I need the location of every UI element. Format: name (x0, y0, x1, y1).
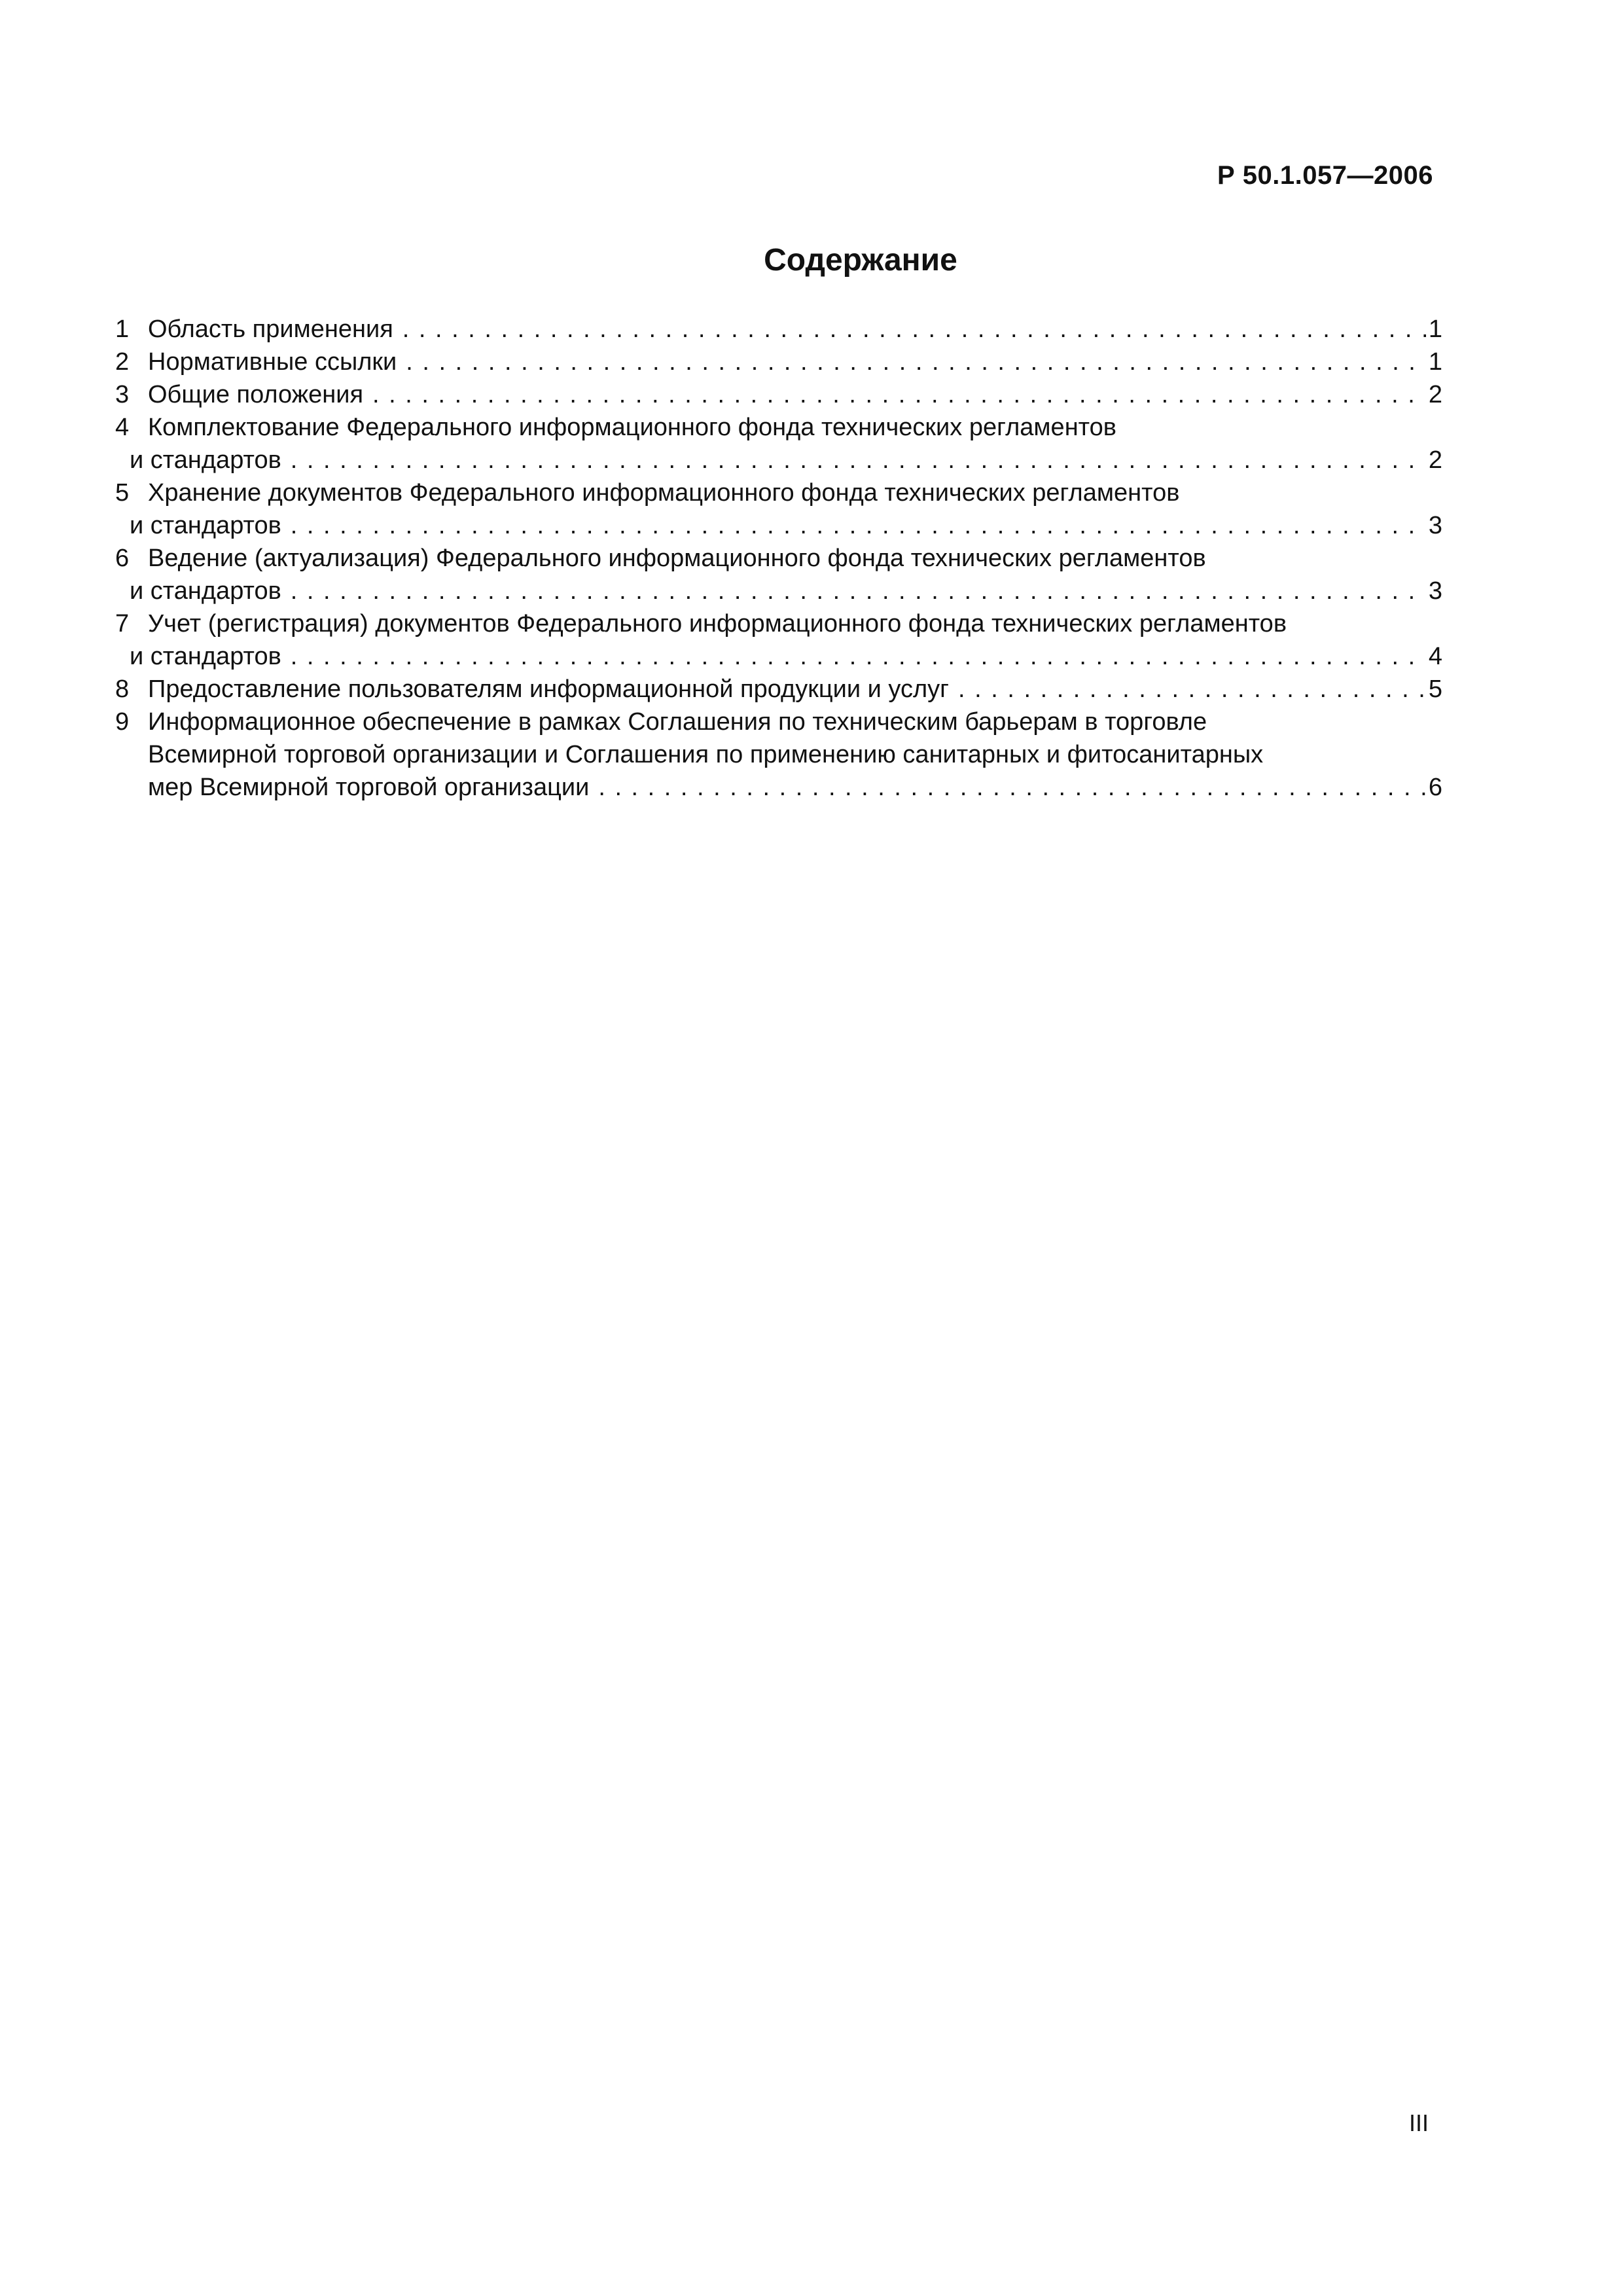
toc-entry-title: Общие положения (148, 381, 364, 408)
toc-entry-number: 1 (115, 315, 130, 343)
toc-dot-leader (291, 575, 1426, 607)
toc-entry[interactable] (115, 346, 1442, 378)
toc-entry-number: 6 (115, 545, 130, 572)
toc-entry-number: 9 (115, 708, 130, 736)
toc-entry-title: Предоставление пользователям информационной продукции и услуг (148, 675, 949, 703)
toc-entry-page: 2 (1428, 381, 1442, 408)
page-number: III (1408, 2109, 1429, 2136)
toc-entry[interactable] (115, 706, 1442, 804)
toc-entry-title: и стандартов (130, 446, 281, 474)
toc-entry[interactable] (115, 313, 1442, 346)
toc-entry[interactable] (115, 607, 1442, 673)
document-code: Р 50.1.057—2006 (1217, 161, 1433, 190)
toc-entry[interactable] (115, 542, 1442, 607)
toc-title: Содержание (764, 243, 957, 278)
toc-entry-title: мер Всемирной торговой организации (148, 774, 590, 801)
toc-dot-leader (291, 640, 1426, 673)
toc-dot-leader (402, 313, 1426, 346)
toc-entry-title: и стандартов (130, 512, 281, 539)
toc-entry-title-line: Хранение документов Федерального информационного фонда технических регламентов (148, 479, 1180, 507)
toc-entry-title: Область применения (148, 315, 393, 343)
table-of-contents (115, 313, 1442, 804)
toc-dot-leader (372, 378, 1426, 411)
toc-entry-number: 8 (115, 675, 130, 703)
toc-entry[interactable] (115, 673, 1442, 706)
toc-entry-number: 5 (115, 479, 130, 507)
toc-entry-page: 4 (1428, 643, 1442, 670)
toc-entry-number: 3 (115, 381, 130, 408)
toc-entry-page: 5 (1428, 675, 1442, 703)
toc-entry-title-line: Ведение (актуализация) Федерального информационного фонда технических регламентов (148, 545, 1206, 572)
toc-entry-title: и стандартов (130, 643, 281, 670)
toc-entry-title-line: Всемирной торговой организации и Соглашения по применению санитарных и фитосанитарных (148, 741, 1264, 768)
toc-entry-title-line: Информационное обеспечение в рамках Соглашения по техническим барьерам в торговле (148, 708, 1207, 736)
toc-entry-title-line: Учет (регистрация) документов Федерального информационного фонда технических регламентов (148, 610, 1287, 637)
toc-dot-leader (291, 509, 1426, 542)
toc-entry-page: 1 (1428, 315, 1442, 343)
toc-entry-number: 7 (115, 610, 130, 637)
toc-dot-leader (598, 771, 1426, 804)
toc-entry-page: 2 (1428, 446, 1442, 474)
toc-dot-leader (291, 444, 1426, 476)
toc-entry-page: 6 (1428, 774, 1442, 801)
toc-entry-title-line: Комплектование Федерального информационного фонда технических регламентов (148, 414, 1116, 441)
toc-entry[interactable] (115, 411, 1442, 476)
toc-entry[interactable] (115, 476, 1442, 542)
toc-dot-leader (958, 673, 1426, 706)
toc-entry-title: и стандартов (130, 577, 281, 605)
toc-entry-number: 4 (115, 414, 130, 441)
toc-entry-page: 3 (1428, 577, 1442, 605)
toc-dot-leader (406, 346, 1426, 378)
toc-entry-page: 1 (1428, 348, 1442, 376)
toc-entry[interactable] (115, 378, 1442, 411)
toc-entry-page: 3 (1428, 512, 1442, 539)
toc-entry-number: 2 (115, 348, 130, 376)
toc-entry-title: Нормативные ссылки (148, 348, 397, 376)
